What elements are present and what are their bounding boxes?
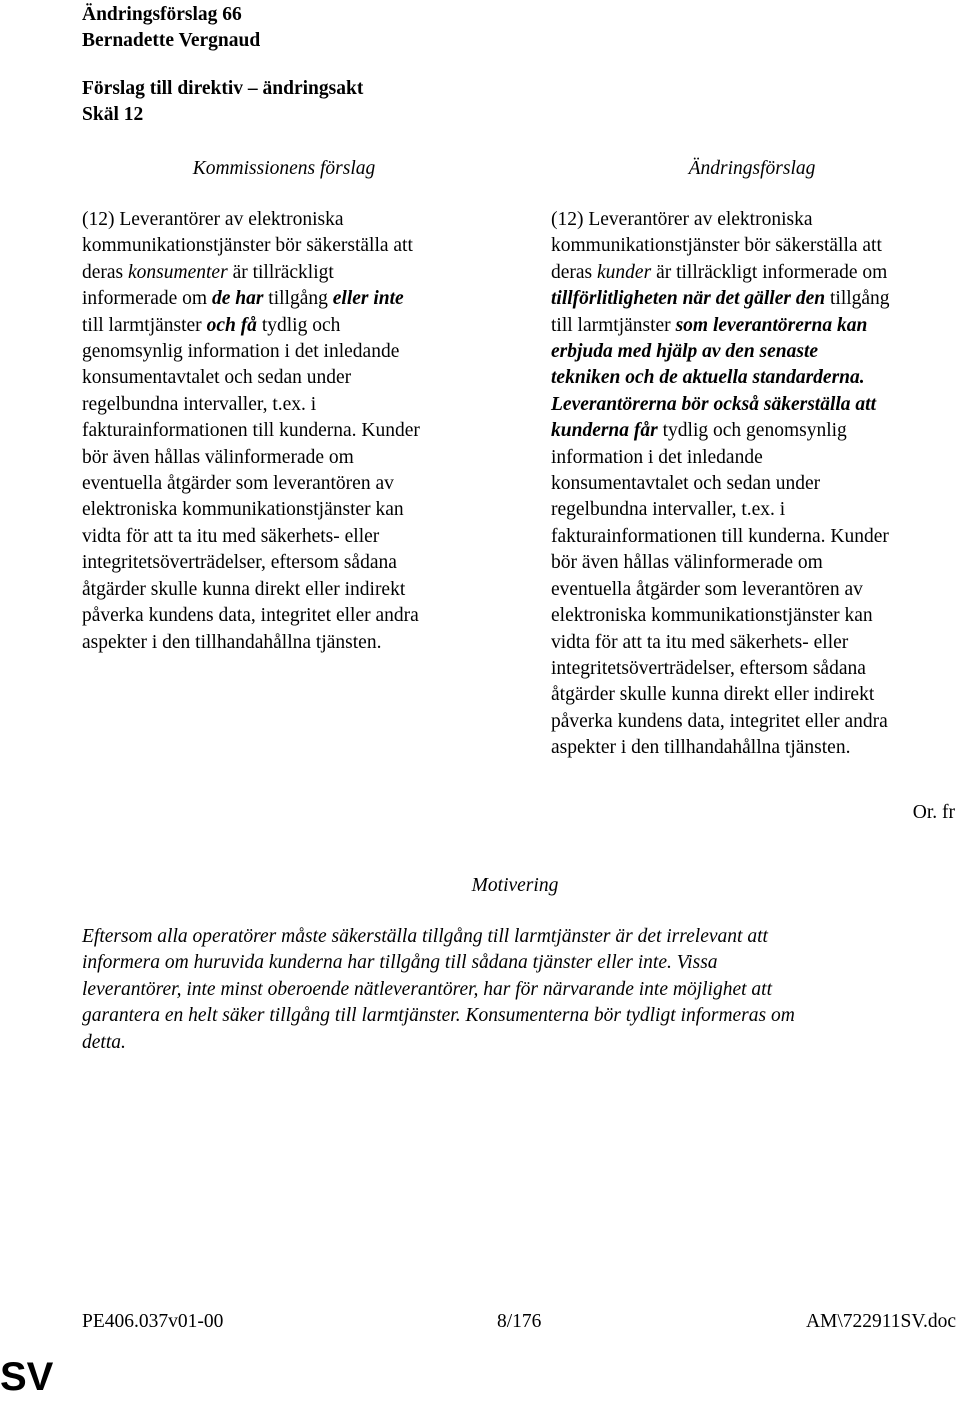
deleted-text: konsumenter bbox=[128, 261, 228, 283]
commission-proposal-text bbox=[82, 207, 472, 656]
amendment-author: Bernadette Vergnaud bbox=[82, 30, 261, 51]
text-line: garantera en helt säker tillgång till larmtjänster. Konsumenterna bör tydligt informeras om bbox=[82, 1005, 795, 1027]
text-line: detta. bbox=[82, 1031, 126, 1053]
text-line: aspekter i den tillhandahållna tjänsten. bbox=[82, 631, 382, 653]
text-line: vidta för att ta itu med säkerhets- eller bbox=[551, 631, 849, 653]
text-line: eventuella åtgärder som leverantören av bbox=[551, 578, 863, 600]
justification-text bbox=[82, 924, 922, 1056]
text-line: leverantörer, inte minst oberoende nätleverantörer, har för närvarande inte möjlighet att bbox=[82, 978, 772, 1000]
original-language: Or. fr bbox=[912, 802, 955, 823]
justification-heading: Motivering bbox=[471, 875, 559, 896]
changed-text: kunderna får bbox=[551, 420, 658, 442]
proposal-type: Förslag till direktiv – ändringsakt bbox=[82, 78, 364, 99]
text-line: deras konsumenter är tillräckligt bbox=[82, 261, 334, 283]
text-line: konsumentavtalet och sedan under bbox=[551, 473, 821, 495]
document-reference: PE406.037v01-00 bbox=[82, 1311, 224, 1332]
text-line: till larmtjänster och få tydlig och bbox=[82, 314, 341, 336]
text-line: information i det inledande bbox=[551, 446, 763, 468]
text-line: regelbundna intervaller, t.ex. i bbox=[82, 393, 317, 415]
text-line: kunderna får tydlig och genomsynlig bbox=[551, 420, 847, 442]
text-line: eventuella åtgärder som leverantören av bbox=[82, 473, 394, 495]
text-line: elektroniska kommunikationstjänster kan bbox=[551, 605, 873, 627]
text-line: genomsynlig information i det inledande bbox=[82, 341, 400, 363]
amendment-text bbox=[551, 207, 941, 762]
commission-proposal-heading: Kommissionens förslag bbox=[192, 158, 376, 179]
text-line: vidta för att ta itu med säkerhets- eller bbox=[82, 525, 380, 547]
amendment-number: Ändringsförslag 66 bbox=[82, 4, 242, 25]
text-line: tekniken och de aktuella standarderna. bbox=[551, 367, 865, 389]
page-number: 8/176 bbox=[497, 1311, 542, 1332]
text-line: kommunikationstjänster bör säkerställa att bbox=[551, 235, 882, 257]
text-line: regelbundna intervaller, t.ex. i bbox=[551, 499, 786, 521]
file-name: AM\722911SV.doc bbox=[805, 1311, 956, 1332]
language-code: SV bbox=[0, 1355, 54, 1399]
text-line: Eftersom alla operatörer måste säkerställa tillgång till larmtjänster är det irrelevant att bbox=[82, 926, 768, 947]
text-line: kommunikationstjänster bör säkerställa att bbox=[82, 235, 413, 257]
text-line: till larmtjänster som leverantörerna kan bbox=[551, 314, 868, 336]
text-line: informera om huruvida kunderna har tillgång till sådana tjänster eller inte. Vissa bbox=[82, 952, 718, 974]
changed-text: tillförlitligheten när det gäller den bbox=[551, 288, 826, 310]
text-line: informerade om de har tillgång eller inte bbox=[82, 288, 404, 310]
text-line: åtgärder skulle kunna direkt eller indirekt bbox=[82, 578, 406, 600]
text-line: integritetsöverträdelser, eftersom sådana bbox=[551, 657, 866, 679]
text-line: elektroniska kommunikationstjänster kan bbox=[82, 499, 404, 521]
text-line: tillförlitligheten när det gäller den tillgång bbox=[551, 288, 890, 310]
text-line: åtgärder skulle kunna direkt eller indirekt bbox=[551, 684, 875, 706]
changed-text: kunder bbox=[597, 261, 652, 283]
text-line: påverka kundens data, integritet eller andra bbox=[551, 710, 888, 732]
text-line: (12) Leverantörer av elektroniska bbox=[551, 209, 813, 230]
text-line: erbjuda med hjälp av den senaste bbox=[551, 341, 819, 363]
text-line: integritetsöverträdelser, eftersom sådana bbox=[82, 552, 397, 574]
text-line: (12) Leverantörer av elektroniska bbox=[82, 209, 344, 230]
deleted-text: de har bbox=[211, 288, 264, 310]
text-line: fakturainformationen till kunderna. Kunder bbox=[551, 525, 889, 547]
text-line: Leverantörerna bör också säkerställa att bbox=[551, 393, 876, 415]
deleted-text: och få bbox=[206, 314, 257, 336]
amendment-heading: Ändringsförslag bbox=[688, 158, 816, 179]
recital-reference: Skäl 12 bbox=[82, 104, 144, 125]
deleted-text: eller inte bbox=[332, 288, 404, 310]
text-line: bör även hållas välinformerade om bbox=[551, 552, 823, 574]
text-line: aspekter i den tillhandahållna tjänsten. bbox=[551, 737, 851, 759]
text-line: fakturainformationen till kunderna. Kunder bbox=[82, 420, 420, 442]
text-line: deras kunder är tillräckligt informerade om bbox=[551, 261, 888, 283]
text-line: bör även hållas välinformerade om bbox=[82, 446, 354, 468]
text-line: påverka kundens data, integritet eller andra bbox=[82, 605, 419, 627]
changed-text: som leverantörerna kan bbox=[675, 314, 868, 336]
text-line: konsumentavtalet och sedan under bbox=[82, 367, 352, 389]
